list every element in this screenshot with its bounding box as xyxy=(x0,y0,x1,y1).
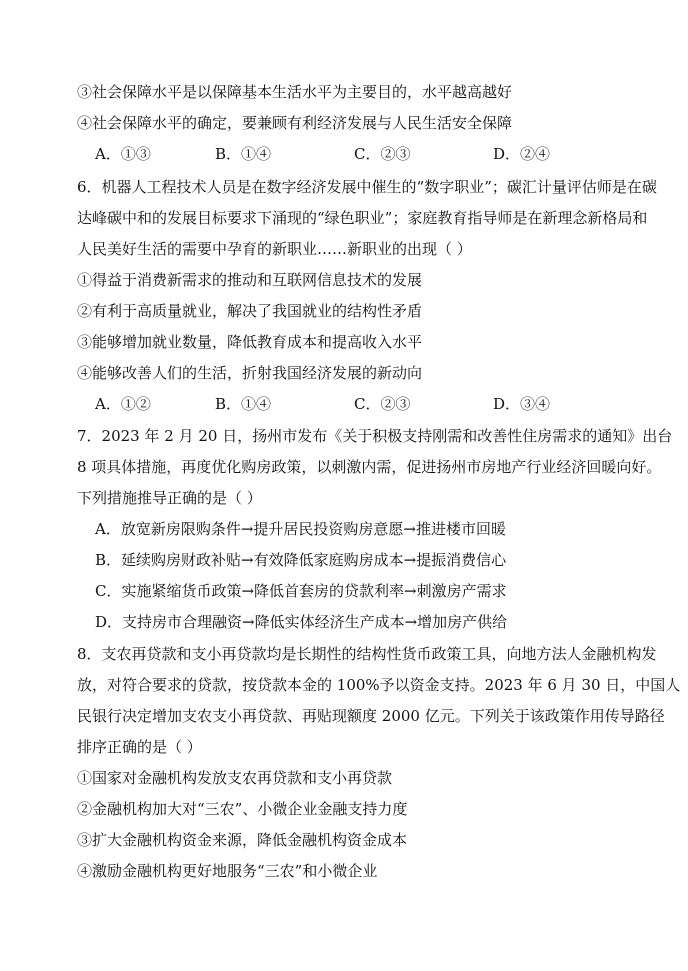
q6-stem-line-3: 人民美好生活的需要中孕育的新职业……新职业的出现（ ） xyxy=(77,240,472,258)
q8-item-1: ①国家对金融机构发放支农再贷款和支小再贷款 xyxy=(77,769,393,787)
q6-stem-line-2: 达峰碳中和的发展目标要求下涌现的“绿色职业”；家庭教育指导师是在新理念新格局和 xyxy=(77,209,648,227)
q7-stem-line-3: 下列措施推导正确的是（ ） xyxy=(77,489,262,507)
q8-stem-line-4: 排序正确的是（ ） xyxy=(77,738,202,756)
q5-item-3: ③社会保障水平是以保障基本生活水平为主要目的，水平越高越好 xyxy=(77,83,513,101)
q8-stem-line-1: 8．支农再贷款和支小再贷款均是长期性的结构性货币政策工具，向地方法人金融机构发 xyxy=(77,645,657,663)
q5-option-b: B．①④ xyxy=(215,145,272,163)
q7-choice-c: C．实施紧缩货币政策→降低首套房的贷款利率→刺激房产需求 xyxy=(95,582,507,600)
q5-options xyxy=(95,144,615,164)
q6-option-a: A．①② xyxy=(95,395,151,413)
q7-stem-line-2: 8 项具体措施，再度优化购房政策，以刺激内需，促进扬州市房地产行业经济回暖向好。 xyxy=(77,458,662,476)
q6-item-1: ①得益于消费新需求的推动和互联网信息技术的发展 xyxy=(77,271,423,289)
q5-item-4: ④社会保障水平的确定，要兼顾有利经济发展与人民生活安全保障 xyxy=(77,114,513,132)
q7-choice-b: B．延续购房财政补贴→有效降低家庭购房成本→提振消费信心 xyxy=(95,551,507,569)
q8-item-2: ②金融机构加大对“三农”、小微企业金融支持力度 xyxy=(77,800,408,818)
q6-option-c: C．②③ xyxy=(354,395,411,413)
q7-choice-d: D．支持房市合理融资→降低实体经济生产成本→增加房产供给 xyxy=(95,613,508,631)
q5-option-d: D．②④ xyxy=(493,145,551,163)
q6-item-3: ③能够增加就业数量，降低教育成本和提高收入水平 xyxy=(77,333,423,351)
q5-option-a: A．①③ xyxy=(95,145,151,163)
q6-options xyxy=(95,394,615,414)
q8-item-4: ④激励金融机构更好地服务“三农”和小微企业 xyxy=(77,862,378,880)
q6-item-2: ②有利于高质量就业，解决了我国就业的结构性矛盾 xyxy=(77,302,423,320)
q5-option-c: C．②③ xyxy=(354,145,411,163)
q6-item-4: ④能够改善人们的生活，折射我国经济发展的新动向 xyxy=(77,364,423,382)
q8-stem-line-2: 放，对符合要求的贷款，按贷款本金的 100%予以资金支持。2023 年 6 月 30 日，中国人 xyxy=(77,676,681,694)
q6-stem-line-1: 6．机器人工程技术人员是在数字经济发展中催生的“数字职业”；碳汇计量评估师是在碳 xyxy=(77,178,657,196)
q8-stem-line-3: 民银行决定增加支农支小再贷款、再贴现额度 2000 亿元。下列关于该政策作用传导路径 xyxy=(77,707,665,725)
q6-option-b: B．①④ xyxy=(215,395,272,413)
q7-stem-line-1: 7．2023 年 2 月 20 日，扬州市发布《关于积极支持刚需和改善性住房需求的通知》出台 xyxy=(77,427,673,445)
q8-item-3: ③扩大金融机构资金来源，降低金融机构资金成本 xyxy=(77,831,408,849)
q7-choice-a: A．放宽新房限购条件→提升居民投资购房意愿→推进楼市回暖 xyxy=(95,520,506,538)
q6-option-d: D．③④ xyxy=(493,395,551,413)
